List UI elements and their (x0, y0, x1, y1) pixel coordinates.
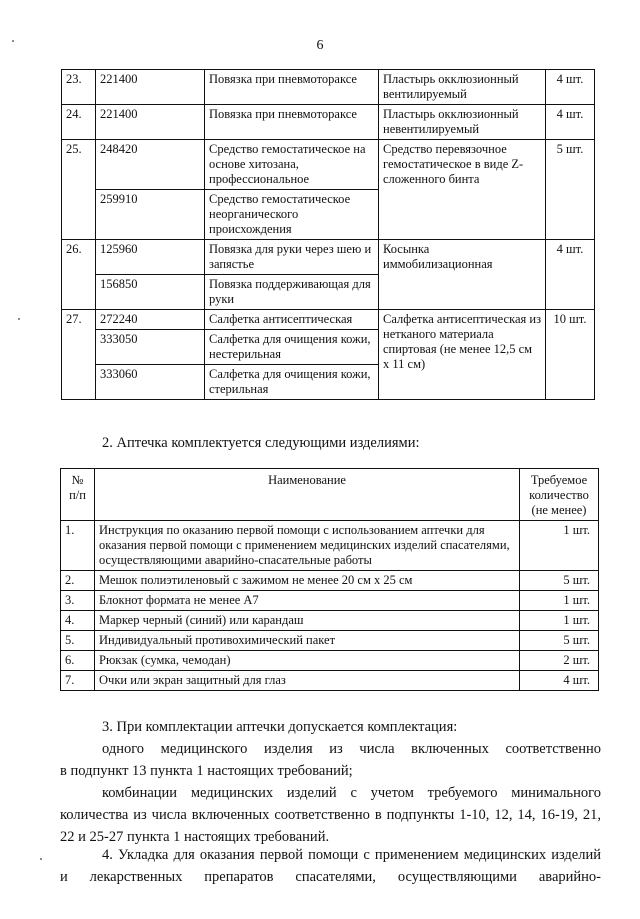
product-code: 259910 (96, 190, 205, 240)
component-qty: 10 шт. (546, 310, 595, 400)
component-name: Пластырь окклюзионный невентилируемый (379, 105, 546, 140)
product-name: Повязка для руки через шею и запястье (205, 240, 379, 275)
header-name: Наименование (95, 469, 520, 521)
row-number: 1. (61, 521, 95, 571)
product-name: Салфетка для очищения кожи, стерильная (205, 365, 379, 400)
section-3-heading: 3. При комплектации аптечки допускается комплектация: (102, 719, 458, 735)
header-quantity: Требуемое количество (не менее) (520, 469, 599, 521)
paragraph-line: в подпункт 13 пункта 1 настоящих требований; (60, 763, 353, 779)
component-name: Косынка иммобилизационная (379, 240, 546, 310)
table-row (61, 671, 599, 691)
paragraph-line: и лекарственных препаратов спасателями, осуществляющими аварийно- (60, 869, 601, 885)
row-number: 7. (61, 671, 95, 691)
scan-speck (12, 40, 14, 42)
paragraph-line: 22 и 25-27 пункта 1 настоящих требований. (60, 829, 330, 845)
row-number: 4. (61, 611, 95, 631)
row-number: 5. (61, 631, 95, 651)
product-name: Средство гемостатическое неорганического происхождения (205, 190, 379, 240)
product-name: Салфетка для очищения кожи, нестерильная (205, 330, 379, 365)
table-row (62, 310, 595, 330)
item-qty: 1 шт. (520, 591, 599, 611)
component-qty: 4 шт. (546, 240, 595, 310)
item-name: Очки или экран защитный для глаз (95, 671, 520, 691)
component-qty: 4 шт. (546, 105, 595, 140)
item-qty: 5 шт. (520, 571, 599, 591)
row-number: 6. (61, 651, 95, 671)
page-number: 6 (316, 38, 324, 53)
product-code: 333050 (96, 330, 205, 365)
component-name: Средство перевязочное гемостатическое в виде Z-сложенного бинта (379, 140, 546, 240)
component-name: Пластырь окклюзионный вентилируемый (379, 70, 546, 105)
table-row (61, 571, 599, 591)
item-name: Блокнот формата не менее А7 (95, 591, 520, 611)
table-header-row (61, 469, 599, 521)
product-name: Повязка при пневмотораксе (205, 70, 379, 105)
item-qty: 2 шт. (520, 651, 599, 671)
paragraph-line: одного медицинского изделия из числа включенных соответственно (102, 741, 601, 757)
item-name: Инструкция по оказанию первой помощи с использованием аптечки для оказания первой помощи с применением медицинских изделий спасателями, осуществляющими аварийно-спасательные работы (95, 521, 520, 571)
item-name: Маркер черный (синий) или карандаш (95, 611, 520, 631)
table-row (61, 521, 599, 571)
scan-speck (40, 858, 42, 860)
scan-speck (18, 318, 20, 320)
row-number: 3. (61, 591, 95, 611)
item-name: Рюкзак (сумка, чемодан) (95, 651, 520, 671)
product-name: Повязка поддерживающая для руки (205, 275, 379, 310)
item-qty: 5 шт. (520, 631, 599, 651)
table-row (62, 140, 595, 190)
row-number: 27. (62, 310, 96, 400)
item-name: Индивидуальный противохимический пакет (95, 631, 520, 651)
table-row (61, 651, 599, 671)
component-name: Салфетка антисептическая из нетканого материала спиртовая (не менее 12,5 см х 11 см) (379, 310, 546, 400)
paragraph-line: комбинации медицинских изделий с учетом требуемого минимального (102, 785, 601, 801)
components-table (61, 69, 595, 400)
section-2-heading: 2. Аптечка комплектуется следующими изделиями: (102, 435, 420, 451)
table-row (62, 240, 595, 275)
table-row (62, 70, 595, 105)
item-qty: 1 шт. (520, 611, 599, 631)
table-row (62, 105, 595, 140)
item-qty: 4 шт. (520, 671, 599, 691)
component-qty: 5 шт. (546, 140, 595, 240)
row-number: 2. (61, 571, 95, 591)
paragraph-line: 4. Укладка для оказания первой помощи с применением медицинских изделий (102, 847, 601, 863)
product-code: 156850 (96, 275, 205, 310)
row-number: 26. (62, 240, 96, 310)
kit-items-table (60, 468, 599, 691)
item-qty: 1 шт. (520, 521, 599, 571)
product-code: 221400 (96, 105, 205, 140)
product-name: Средство гемостатическое на основе хитозана, профессиональное (205, 140, 379, 190)
product-code: 125960 (96, 240, 205, 275)
product-code: 221400 (96, 70, 205, 105)
paragraph-line: количества из числа включенных соответственно в подпункты 1-10, 12, 14, 16-19, 21, (60, 807, 601, 823)
product-code: 248420 (96, 140, 205, 190)
product-name: Салфетка антисептическая (205, 310, 379, 330)
product-code: 272240 (96, 310, 205, 330)
product-code: 333060 (96, 365, 205, 400)
product-name: Повязка при пневмотораксе (205, 105, 379, 140)
table-row (61, 591, 599, 611)
row-number: 25. (62, 140, 96, 240)
row-number: 23. (62, 70, 96, 105)
item-name: Мешок полиэтиленовый с зажимом не менее 20 см х 25 см (95, 571, 520, 591)
row-number: 24. (62, 105, 96, 140)
component-qty: 4 шт. (546, 70, 595, 105)
table-row (61, 631, 599, 651)
header-number: № п/п (61, 469, 95, 521)
table-row (61, 611, 599, 631)
